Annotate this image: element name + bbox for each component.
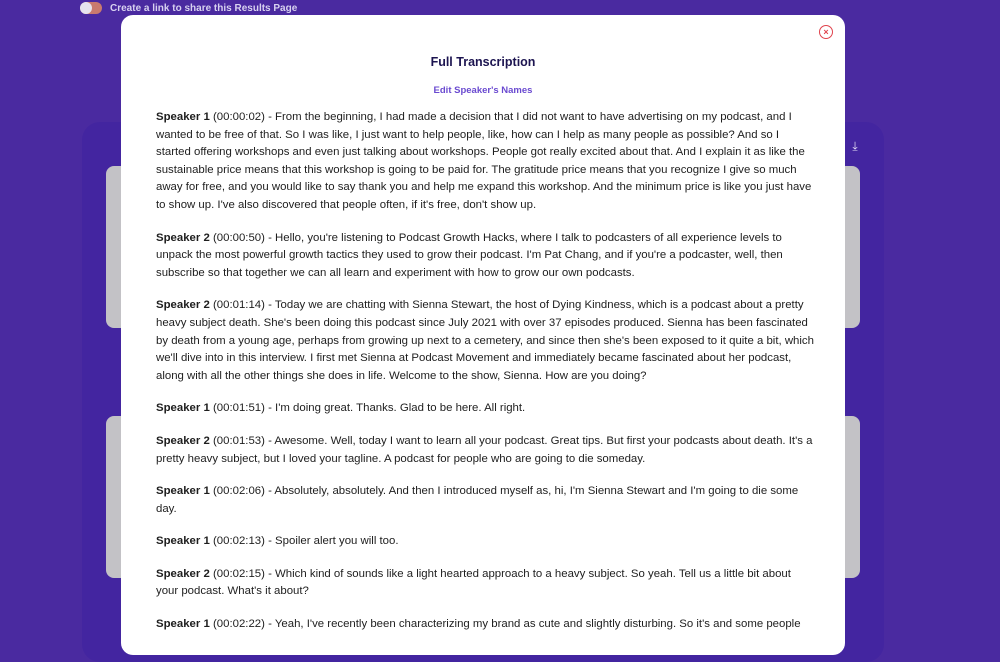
transcript-entry: [156, 109, 816, 215]
transcript-entry: [156, 297, 816, 385]
speaker-name: Speaker 2: [156, 434, 210, 447]
speaker-name: Speaker 1: [156, 618, 210, 631]
timestamp: (00:00:50): [213, 231, 265, 244]
entry-text: - I'm doing great. Thanks. Glad to be here. All right.: [264, 402, 526, 415]
speaker-name: Speaker 1: [156, 402, 210, 415]
transcript-entry: [156, 616, 816, 634]
timestamp: (00:02:15): [213, 567, 265, 580]
transcript-entry: [156, 230, 816, 283]
entry-text: - From the beginning, I had made a decision that I did not want to have advertising on my podcast, and I wanted to be free of that. So I was like, I just want to help people, like, how can I help as many people as possible? And so I started offering workshops and even just talking about workshops. People got really excited about that. And I explain it as like the sustainable price means that this workshop is going to be paid for. The gratitude price means that you recognize I give so much away for free, and you would like to say thank you and help me expand this workshop. And the minimum price is like you just have to show up. I've also discovered that people often, if it's free, don't show up.: [156, 111, 812, 211]
transcript-list: [156, 109, 816, 649]
transcription-modal: [121, 15, 845, 655]
transcript-entry: [156, 566, 816, 601]
modal-title: Full Transcription: [430, 55, 536, 69]
speaker-name: Speaker 2: [156, 567, 210, 580]
timestamp: (00:00:02): [213, 111, 265, 123]
speaker-name: Speaker 1: [156, 535, 210, 548]
speaker-name: Speaker 1: [156, 485, 210, 498]
entry-text: - Spoiler alert you will too.: [264, 535, 399, 548]
timestamp: (00:02:13): [213, 535, 265, 548]
speaker-name: Speaker 1: [156, 111, 210, 123]
speaker-name: Speaker 2: [156, 299, 210, 312]
entry-text: - Which kind of sounds like a light hearted approach to a heavy subject. So yeah. Tell us a little bit about your podcast. What's it about?: [156, 567, 791, 598]
edit-speaker-names-link[interactable]: Edit Speaker's Names: [433, 85, 533, 96]
timestamp: (00:01:14): [213, 299, 265, 312]
share-link-label: Create a link to share this Results Page: [110, 2, 298, 14]
download-icon[interactable]: ⤓: [852, 139, 858, 153]
entry-text: - Hello, you're listening to Podcast Growth Hacks, where I talk to podcasters of all experience levels to unpack the most powerful growth tactics they used to grow their podcast. I'm Pat Chang, and if you're a podcaster, well, then subscribe so that together we can all learn and experiment with how to grow our own podcasts.: [156, 231, 783, 279]
timestamp: (00:01:51): [213, 402, 265, 415]
transcript-entry: [156, 483, 816, 518]
entry-text: - Absolutely, absolutely. And then I introduced myself as, hi, I'm Sienna Stewart and I'm going to die some day.: [156, 485, 799, 515]
transcript-entry: [156, 400, 816, 418]
share-link-toggle[interactable]: [80, 2, 102, 14]
share-link-bar: [80, 0, 297, 16]
entry-text: - Awesome. Well, today I want to learn all your podcast. Great tips. But first your podcasts about death. It's a pretty heavy subject, but I loved your tagline. A podcast for people who are going to die someday.: [156, 434, 813, 465]
speaker-name: Speaker 2: [156, 231, 210, 244]
timestamp: (00:01:53): [213, 434, 265, 447]
entry-text: - Today we are chatting with Sienna Stewart, the host of Dying Kindness, which is a podcast about a pretty heavy subject death. She's been doing this podcast since July 2021 with over 37 episodes produced. Sienna has been fascinated by death from a young age, perhaps from growing up next to a cemetery, and since then she's been exposed to it quite a bit, which we'll dive into in this interview. I first met Sienna at Podcast Movement and immediately became fascinated about her podcast, along with all the other things she does in life. Welcome to the show, Sienna. How are you doing?: [156, 299, 814, 382]
timestamp: (00:02:22): [213, 618, 265, 631]
transcript-entry: [156, 433, 816, 468]
entry-text: - Yeah, I've recently been characterizing my brand as cute and slightly disturbing. So it's and some people: [264, 618, 801, 631]
timestamp: (00:02:06): [213, 485, 265, 498]
transcript-entry: [156, 533, 816, 551]
toggle-knob: [80, 2, 92, 14]
close-icon[interactable]: ×: [819, 25, 833, 39]
